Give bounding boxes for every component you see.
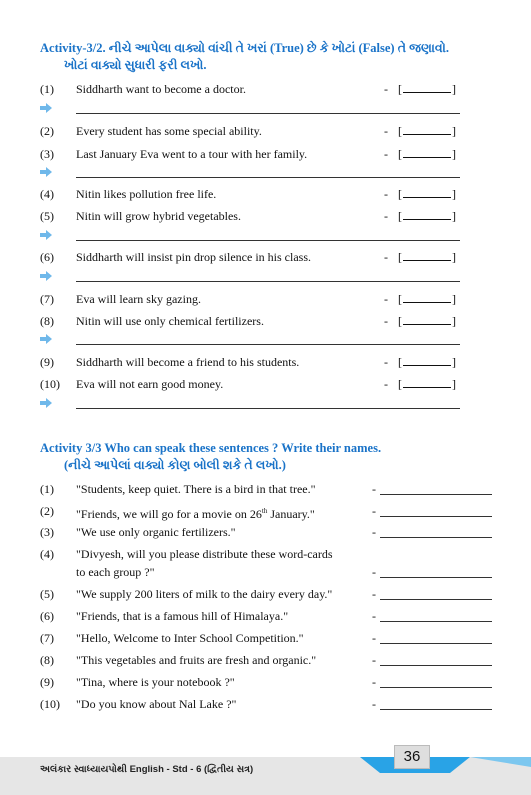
item-number: (9)	[40, 675, 54, 689]
arrow-icon	[40, 103, 52, 113]
dash: -	[384, 314, 388, 328]
answer-blank[interactable]: [ ]	[398, 355, 456, 369]
activity-2-title-line1: Activity-3/2. નીચે આપેલા વાક્યો વાંચી તે ખરાં (True) છે કે ખોટાં (False) તે જણાવો.	[40, 41, 449, 55]
item-number: (1)	[40, 482, 54, 496]
true-false-item	[40, 207, 480, 225]
arrow-icon	[40, 230, 52, 240]
answer-line[interactable]: -	[372, 564, 490, 581]
answer-blank[interactable]: [ ]	[398, 250, 456, 264]
page-number: 36	[394, 745, 430, 769]
item-sentence: "Friends, we will go for a movie on 26th January."	[76, 507, 315, 521]
dash: -	[384, 147, 388, 161]
answer-line[interactable]: -	[372, 652, 490, 669]
item-sentence: Siddharth will become a friend to his students.	[76, 355, 300, 369]
item-number: (6)	[40, 609, 54, 623]
item-sentence: "Students, keep quiet. There is a bird in that tree."	[76, 482, 316, 496]
item-number: (9)	[40, 355, 54, 369]
answer-blank[interactable]: [ ]	[398, 377, 456, 391]
item-number: (7)	[40, 292, 54, 306]
item-sentence: "Hello, Welcome to Inter School Competition."	[76, 631, 304, 645]
answer-line[interactable]: -	[372, 696, 490, 713]
item-sentence: "This vegetables and fruits are fresh and organic."	[76, 653, 317, 667]
true-false-item	[40, 248, 480, 266]
item-sentence: Nitin likes pollution free life.	[76, 187, 217, 201]
item-number: (2)	[40, 124, 54, 138]
item-number: (3)	[40, 525, 54, 539]
item-number: (2)	[40, 504, 54, 518]
correction-line[interactable]	[40, 396, 460, 412]
item-sentence: "We supply 200 liters of milk to the dairy every day."	[76, 587, 333, 601]
item-number: (4)	[40, 547, 54, 561]
item-number: (1)	[40, 82, 54, 96]
item-number: (5)	[40, 587, 54, 601]
answer-line[interactable]: -	[372, 674, 490, 691]
item-number: (10)	[40, 697, 60, 711]
item-sentence: Nitin will use only chemical fertilizers.	[76, 314, 264, 328]
activity-3-title-line2: (નીચે આપેલાં વાક્યો કોણ બોલી શકે તે લખો.)	[64, 458, 286, 472]
answer-blank[interactable]: [ ]	[398, 209, 456, 223]
answer-blank[interactable]: [ ]	[398, 187, 456, 201]
item-number: (8)	[40, 653, 54, 667]
answer-line[interactable]: -	[372, 608, 490, 625]
correction-line[interactable]	[40, 332, 460, 348]
answer-line[interactable]: -	[372, 481, 490, 498]
item-sentence: "Do you know about Nal Lake ?"	[76, 697, 237, 711]
item-sentence-line2: to each group ?"	[76, 565, 155, 579]
activity-2-title	[40, 40, 449, 74]
dash: -	[384, 355, 388, 369]
dash: -	[384, 124, 388, 138]
answer-blank[interactable]: [ ]	[398, 292, 456, 306]
arrow-icon	[40, 334, 52, 344]
answer-line[interactable]: -	[372, 503, 490, 520]
answer-line[interactable]: -	[372, 586, 490, 603]
dash: -	[384, 377, 388, 391]
activity-3-title-line1: Activity 3/3 Who can speak these sentences ? Write their names.	[40, 441, 382, 455]
item-sentence: Last January Eva went to a tour with her family.	[76, 147, 308, 161]
arrow-icon	[40, 167, 52, 177]
item-sentence: Every student has some special ability.	[76, 124, 262, 138]
item-sentence: Eva will not earn good money.	[76, 377, 224, 391]
answer-blank[interactable]: [ ]	[398, 147, 456, 161]
true-false-item	[40, 80, 480, 98]
dash: -	[384, 209, 388, 223]
book-title: અલંકાર સ્વાધ્યાયપોથી English - Std - 6 (દ્વિતીય સત્ર)	[40, 764, 254, 775]
item-sentence: "Tina, where is your notebook ?"	[76, 675, 235, 689]
item-sentence: Siddharth will insist pin drop silence in his class.	[76, 250, 311, 264]
item-number: (4)	[40, 187, 54, 201]
item-number: (5)	[40, 209, 54, 223]
item-sentence: "We use only organic fertilizers."	[76, 525, 236, 539]
item-number: (3)	[40, 147, 54, 161]
correction-line[interactable]	[40, 101, 460, 117]
item-number: (10)	[40, 377, 60, 391]
answer-blank[interactable]: [ ]	[398, 124, 456, 138]
true-false-item	[40, 122, 480, 140]
activity-2-title-line2: ખોટાં વાક્યો સુધારી ફરી લખો.	[64, 58, 207, 72]
arrow-icon	[40, 398, 52, 408]
correction-line[interactable]	[40, 228, 460, 244]
answer-blank[interactable]: [ ]	[398, 82, 456, 96]
footer-decoration	[0, 757, 531, 795]
dash: -	[384, 292, 388, 306]
correction-line[interactable]	[40, 269, 460, 285]
item-sentence: Siddharth want to become a doctor.	[76, 82, 246, 96]
dash: -	[384, 250, 388, 264]
answer-line[interactable]: -	[372, 524, 490, 541]
dash: -	[384, 82, 388, 96]
true-false-item	[40, 185, 480, 203]
true-false-item	[40, 375, 480, 393]
item-sentence: Eva will learn sky gazing.	[76, 292, 201, 306]
item-sentence: "Divyesh, will you please distribute these word-cards	[76, 547, 333, 561]
true-false-item	[40, 145, 480, 163]
arrow-icon	[40, 271, 52, 281]
item-sentence: "Friends, that is a famous hill of Himalaya."	[76, 609, 289, 623]
activity-3-title	[40, 440, 381, 474]
answer-line[interactable]: -	[372, 630, 490, 647]
item-sentence: Nitin will grow hybrid vegetables.	[76, 209, 241, 223]
item-number: (6)	[40, 250, 54, 264]
correction-line[interactable]	[40, 165, 460, 181]
answer-blank[interactable]: [ ]	[398, 314, 456, 328]
item-number: (8)	[40, 314, 54, 328]
true-false-item	[40, 312, 480, 330]
item-number: (7)	[40, 631, 54, 645]
dash: -	[384, 187, 388, 201]
true-false-item	[40, 290, 480, 308]
true-false-item	[40, 353, 480, 371]
